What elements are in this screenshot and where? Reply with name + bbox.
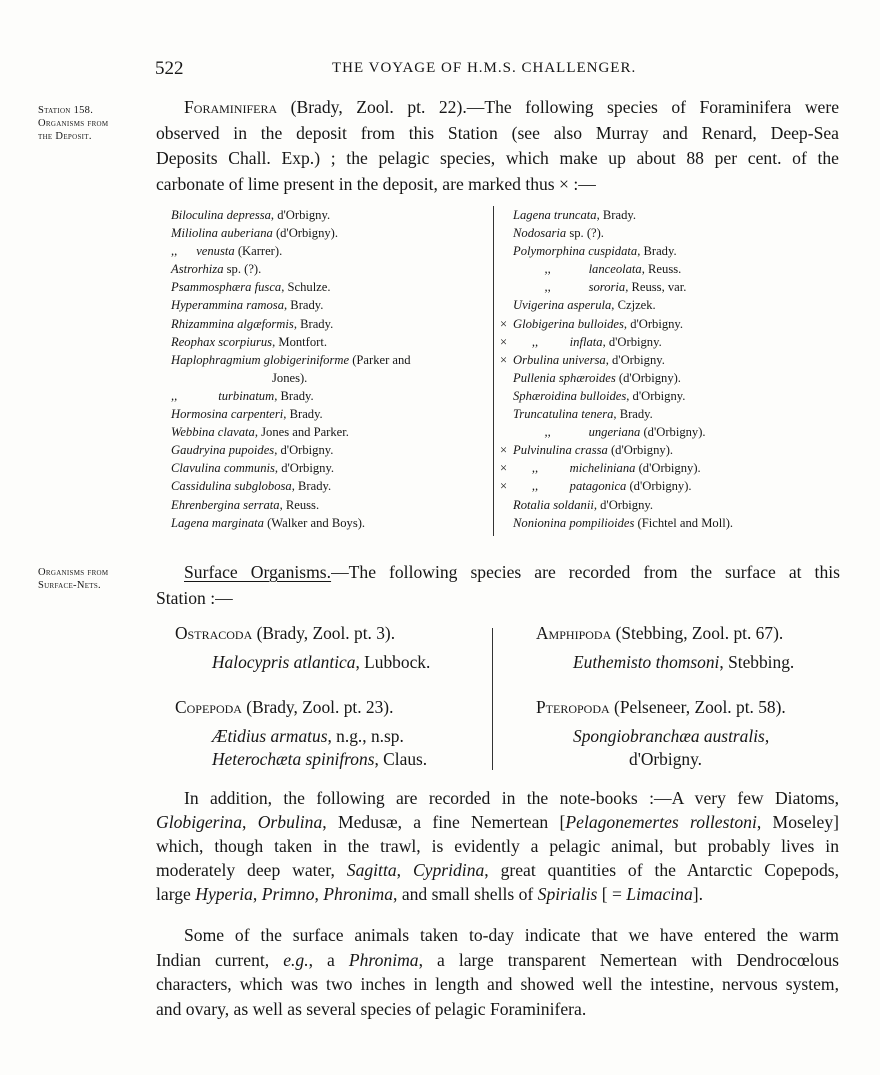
species-author: , Claus. [374, 749, 428, 769]
margin-note-line: Organisms from [38, 567, 109, 578]
pelagic-mark: × [500, 461, 508, 476]
species-author: sp. (?). [566, 226, 604, 241]
species-row [500, 351, 830, 369]
species-author: , Stebbing. [719, 651, 795, 672]
group-name: Copepoda [175, 697, 242, 717]
species-author: (d'Orbigny). [607, 443, 674, 458]
paragraph-line [156, 810, 839, 834]
group-ref: (Brady, Zool. pt. 3). [252, 623, 396, 643]
species-author: , d'Orbigny. [593, 497, 653, 512]
text-run: which, though taken in the trawl, is evidently a pelagic animal, but probably lives in [156, 836, 839, 856]
final-paragraph [156, 923, 839, 1021]
species-author: , d'Orbigny. [270, 208, 331, 222]
species-row [158, 315, 488, 333]
text-run: , [314, 884, 324, 904]
species-name: Ehrenbergina serrata [171, 497, 280, 512]
text-run: , a [308, 949, 349, 970]
species-row [500, 423, 830, 441]
text-run: and ovary, as well as several species of pelagic Foraminifera. [156, 998, 587, 1019]
species-author: , Brady. [283, 407, 323, 422]
intro-line: Deposits Chall. Exp.) ; the pelagic species, which make up about 88 per cent. of the [156, 148, 839, 168]
paragraph-line [156, 834, 839, 858]
species-author: , Brady. [274, 388, 314, 403]
species-row [500, 206, 830, 224]
species-row [158, 296, 488, 314]
surface-heading: Surface Organisms. [184, 562, 332, 582]
species-name: Pullenia sphæroides [513, 370, 616, 385]
margin-note-line: Surface-Nets. [38, 580, 101, 591]
text-run: Some of the surface animals taken to-day indicate that we have entered the warm [184, 925, 839, 945]
species-name: Clavulina communis [171, 461, 275, 476]
pelagic-mark: × [500, 334, 508, 349]
italic-term: Phronima [323, 884, 394, 904]
species-name: Globigerina bulloides [513, 316, 624, 331]
species-row [158, 405, 488, 423]
paragraph-line [156, 786, 839, 810]
species-name: Hormosina carpenteri [171, 407, 284, 422]
text-run: In addition, the following are recorded in the note-books :—A very few Diatoms, [184, 788, 839, 808]
species-name: ,, micheliniana [513, 461, 636, 476]
margin-note-line: Organisms from [38, 118, 109, 129]
text-run: moderately deep water, [156, 860, 347, 880]
species-author: , Reuss, var. [625, 280, 687, 295]
species-author: , Brady. [613, 407, 653, 422]
species-row [500, 477, 830, 495]
species-row [158, 278, 488, 296]
paragraph-line [156, 972, 839, 997]
species-row [500, 459, 830, 477]
species-row [158, 514, 488, 532]
species-name: ,, inflata [513, 334, 603, 349]
species-list-right [500, 206, 830, 532]
species-row [158, 369, 488, 387]
species-author: , Brady. [293, 316, 334, 331]
species-row [500, 224, 830, 242]
species-row [500, 260, 830, 278]
group-name: Pteropoda [536, 697, 610, 717]
species-name: Polymorphina cuspidata [513, 244, 638, 259]
species-name: Biloculina depressa [171, 208, 271, 222]
italic-term: Limacina [626, 884, 693, 904]
surface-intro-text: —The following species are recorded from the surface at this [331, 562, 840, 582]
group-ostracoda [175, 622, 430, 674]
species-row [500, 496, 830, 514]
species-name: Reophax scorpiurus [171, 334, 273, 349]
species-author: , d'Orbigny. [602, 334, 662, 349]
text-run: large [156, 884, 196, 904]
species-author: d'Orbigny. [629, 749, 703, 769]
species-author: , d'Orbigny. [623, 316, 684, 331]
paragraph-line [156, 948, 839, 973]
margin-note-line: Station 158. [38, 105, 94, 116]
group-copepoda [175, 696, 427, 772]
species-name: Sphæroidina bulloides [513, 388, 627, 403]
species-author: , Brady. [284, 298, 324, 313]
species-row [158, 496, 488, 514]
species-row [158, 423, 488, 441]
species-author: , Lubbock. [355, 651, 431, 672]
foraminifera-intro [156, 95, 839, 197]
pelagic-mark: × [500, 479, 508, 494]
species-author: , Brady. [291, 479, 332, 494]
species-author: , Reuss. [641, 262, 682, 277]
italic-term: Cypridina [412, 860, 485, 880]
text-run: , [242, 812, 258, 832]
paragraph-line [156, 882, 839, 906]
species-row [158, 387, 488, 405]
surface-column-divider [492, 628, 493, 770]
italic-term: Globigerina [156, 812, 243, 832]
species-author: (Parker and [349, 352, 411, 367]
italic-term: Sagitta [346, 860, 397, 880]
species-author: (d'Orbigny). [272, 226, 339, 241]
text-run: , a large transparent Nemertean with Dendrocœlous [418, 949, 839, 970]
species-name: Lagena marginata [171, 515, 264, 530]
paragraph-line [156, 923, 839, 948]
italic-term: Hyperia [195, 884, 253, 904]
text-run: , Medusæ, a fine Nemertean [ [322, 812, 566, 832]
group-ref: (Brady, Zool. pt. 23). [241, 697, 394, 717]
paragraph-line [156, 997, 839, 1022]
species-name: Spongiobranchæa australis [573, 725, 765, 746]
species-row [500, 441, 830, 459]
species-author: (d'Orbigny). [626, 479, 692, 494]
group-heading: Foraminifera [184, 97, 278, 117]
species-name: Psammosphæra fusca [171, 280, 282, 295]
species-name: ,, sororia [513, 280, 626, 295]
intro-line [156, 95, 839, 121]
species-list-left [158, 206, 488, 532]
species-name: Ætidius armatus [212, 725, 328, 746]
intro-line: carbonate of lime present in the deposit, are marked thus × :— [156, 173, 596, 194]
species-row [500, 369, 830, 387]
species-author: (d'Orbigny). [640, 425, 706, 440]
species-author: Jones). [272, 370, 308, 385]
species-name: Euthemisto thomsoni [573, 651, 720, 672]
intro-text: (Brady, Zool. pt. 22).—The following species of Foraminifera were [277, 97, 839, 117]
margin-note-line: the Deposit. [38, 131, 92, 142]
species-author: , [764, 725, 770, 746]
text-run: , and small shells of [393, 884, 538, 904]
species-name: Heterochæta spinifrons [212, 749, 375, 769]
species-author: , d'Orbigny. [605, 352, 665, 367]
species-author: , Reuss. [279, 497, 320, 512]
italic-term: Spirialis [537, 884, 598, 904]
species-row [158, 224, 488, 242]
text-run: ]. [692, 884, 704, 904]
text-run: , Moseley] [756, 812, 839, 832]
species-name: Lagena truncata [513, 208, 597, 222]
species-author: , Brady. [637, 244, 677, 259]
species-name: Uvigerina asperula [513, 298, 612, 313]
species-author: , Brady. [596, 208, 637, 222]
species-name: Nonionina pompilioides [513, 515, 635, 530]
species-name: ,, turbinatum [171, 388, 275, 403]
species-row [158, 333, 488, 351]
margin-note-surface [38, 566, 108, 592]
species-name: Pulvinulina crassa [513, 443, 608, 458]
surface-intro [156, 560, 840, 611]
species-row [158, 351, 488, 369]
species-row [158, 242, 488, 260]
species-row [500, 296, 830, 314]
species-author: , Jones and Parker. [254, 425, 349, 440]
species-name: ,, patagonica [513, 479, 627, 494]
species-name: ,, ungeriana [513, 425, 641, 440]
species-author: , d'Orbigny. [274, 461, 335, 476]
group-pteropoda [536, 696, 786, 772]
intro-line: observed in the deposit from this Station (see also Murray and Renard, Deep-Sea [156, 122, 839, 143]
species-row [500, 315, 830, 333]
text-run: , [252, 884, 262, 904]
group-name: Ostracoda [175, 623, 253, 643]
text-run: characters, which was two inches in length and showed well the intestine, nervous system, [156, 974, 839, 994]
species-author: (Karrer). [234, 244, 283, 259]
species-row [158, 477, 488, 495]
italic-term: Orbulina [257, 812, 323, 832]
pelagic-mark: × [500, 352, 508, 367]
species-name: Hyperammina ramosa [171, 298, 284, 313]
group-name: Amphipoda [536, 623, 612, 643]
species-name: Miliolina auberiana [171, 226, 273, 241]
species-name: Webbina clavata [171, 425, 255, 440]
species-row [158, 260, 488, 278]
species-name: Halocypris atlantica [212, 651, 356, 672]
running-title: THE VOYAGE OF H.M.S. CHALLENGER. [332, 60, 637, 76]
species-name: Rotalia soldanii [513, 497, 594, 512]
margin-note-station [38, 104, 108, 143]
species-row [158, 441, 488, 459]
species-name: Rhizammina algæformis [171, 316, 294, 331]
species-author: (Walker and Boys). [263, 515, 366, 530]
species-author: , Czjzek. [611, 298, 656, 313]
species-name: Orbulina universa [513, 352, 606, 367]
italic-term: Pelagonemertes rollestoni [565, 812, 757, 832]
species-author: (Fichtel and Moll). [634, 515, 734, 530]
species-author: , d'Orbigny. [274, 443, 334, 458]
species-row [500, 242, 830, 260]
species-name: Gaudryina pupoides [171, 443, 275, 458]
species-author: , Schulze. [281, 280, 331, 295]
species-name: Cassidulina subglobosa [171, 479, 292, 494]
surface-intro-line [156, 560, 840, 586]
species-row [500, 333, 830, 351]
species-author: , Montfort. [272, 334, 328, 349]
pelagic-mark: × [500, 316, 508, 331]
species-row [500, 278, 830, 296]
species-author: (d'Orbigny). [615, 370, 681, 385]
species-author: sp. (?). [223, 262, 262, 277]
species-name: ,, lanceolata [513, 262, 642, 277]
species-name: Haplophragmium globigeriniforme [171, 352, 350, 367]
surface-intro-line: Station :— [156, 587, 233, 608]
italic-term: e.g. [283, 949, 309, 970]
species-row [158, 459, 488, 477]
italic-term: Phronima [348, 949, 419, 970]
species-name: Astrorhiza [171, 262, 224, 277]
paragraph-line [156, 858, 839, 882]
species-row [500, 514, 830, 532]
species-name: Nodosaria [513, 226, 567, 241]
species-row [500, 387, 830, 405]
group-amphipoda [536, 622, 794, 674]
text-run: Indian current, [156, 949, 284, 970]
text-run: [ = [597, 884, 627, 904]
species-author: , n.g., n.sp. [327, 725, 404, 746]
species-row [158, 206, 488, 224]
species-name: ,, venusta [171, 244, 235, 259]
species-row [500, 405, 830, 423]
pelagic-mark: × [500, 443, 508, 458]
text-run: , great quantities of the Antarctic Copepods, [484, 860, 840, 880]
text-run: , [396, 860, 413, 880]
column-divider [493, 206, 494, 536]
group-ref: (Pelseneer, Zool. pt. 58). [609, 697, 786, 717]
species-author: (d'Orbigny). [635, 461, 701, 476]
page-number: 522 [155, 58, 184, 79]
notebook-paragraph [156, 786, 839, 906]
group-ref: (Stebbing, Zool. pt. 67). [611, 623, 784, 643]
species-name: Truncatulina tenera [513, 407, 614, 422]
italic-term: Primno [261, 884, 315, 904]
species-author: , d'Orbigny. [626, 388, 686, 403]
